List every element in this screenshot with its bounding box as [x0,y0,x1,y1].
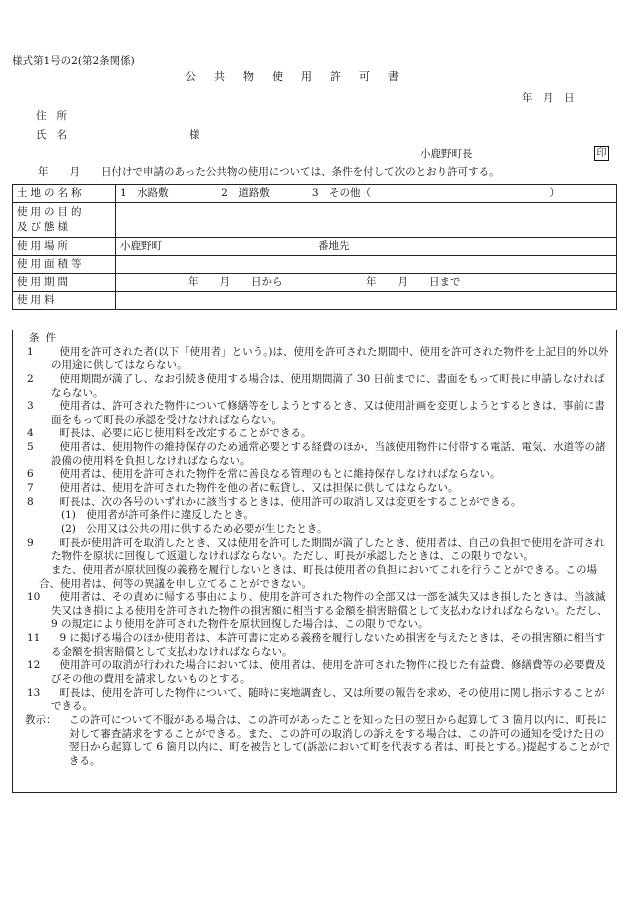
purpose-label [13,203,116,238]
appeal-notice [17,714,612,769]
period-label: 使用期間 [13,274,116,292]
address-label: 住所 [36,110,77,122]
place-banchi: 番地先 [318,239,350,252]
row-area [13,256,617,274]
land-name-label: 土地の名称 [13,185,116,203]
period-from: 年 月 日から [188,275,283,288]
appeal-notice-label: 教示： [25,713,57,726]
land-name-value: 1 水路敷 2 道路敷 3 その他（ ） [116,185,617,203]
condition-item: 4 町長は、必要に応じ使用料を改定することができる。 [27,427,312,440]
place-label: 使用場所 [13,238,116,256]
period-to: 年 月 日まで [366,275,461,288]
area-label: 使用面積等 [13,256,116,274]
row-fee [13,292,617,310]
honorific-sama: 様 [189,129,200,141]
place-town: 小鹿野町 [120,239,162,252]
fee-label: 使用料 [13,292,116,310]
permit-table [12,184,617,310]
row-land-name [13,185,617,203]
fee-value [116,292,617,310]
seal-mark: 印 [594,146,609,161]
appeal-notice-text: この許可について不服がある場合は、この許可があったことを知った日の翌日から起算して 3 箇月以内に、町長に対して審査請求をすることができる。また、この許可の取消しの訴えをする場合は、この許可の通知を受けた日の翌日から起算して 6 箇月以内に、町を被告として(訴訟において町を代表する者は、町長とする。)提起することができる。 [69,713,611,767]
condition-item-continuation: また、使用者が原状回復の義務を履行しないときは、町長は使用者の負担においてこれを行うことができる。この場合、使用者は、何等の異議を申し立てることができない。 [39,563,597,590]
row-period [13,274,617,292]
conditions-section [12,330,617,793]
issue-date: 年 月 日 [522,92,575,104]
place-value [116,238,617,256]
purpose-value [116,203,617,238]
condition-item: 9 町長が使用許可を取消したとき、又は使用を許可した期間が満了したとき、使用者は、自己の負担で使用を許可された物件を原状に回復して返還しなければならない。ただし、町長が承認したときは、この限りでない。 [27,536,605,563]
conditions-heading: 条件 [29,332,62,344]
area-value [116,256,617,274]
name-label: 氏名 [36,129,77,141]
condition-item: 3 使用者は、許可された物件について修繕等をしようとするとき、又は使用計画を変更しようとするときは、事前に書面をもって町長の承認を受けなければならない。 [27,400,605,426]
purpose-label-line2: 及び態様 [17,221,71,233]
row-place [13,238,617,256]
condition-item: 1 使用を許可された者(以下「使用者」という。)は、使用を許可された期間中、使用を許可された物件を上記目的外以外の用途に供してはならない。 [27,345,609,372]
form-number: 様式第1号の2(第2条関係) [12,55,135,67]
condition-item: 2 使用期間が満了し、なお引続き使用する場合は、使用期間満了 30 日前までに、書面をもって町長に申請しなければならない。 [27,372,605,399]
period-value [116,274,617,292]
row-purpose [13,203,617,238]
issuer-mayor: 小鹿野町長 [420,148,473,160]
condition-subitem: (2) 公用又は公共の用に供するため必要が生じたとき。 [61,522,328,535]
condition-subitem: (1) 使用者が許可条件に違反したとき。 [61,509,254,522]
condition-item: 7 使用者は、使用を許可された物件を他の者に転貸し、又は担保に供してはならない。 [27,482,459,495]
condition-item: 8 町長は、次の各号のいずれかに該当するときは、使用許可の取消し又は変更をすることができる。 [27,495,522,508]
condition-item: 6 使用者は、使用を許可された物件を常に善良なる管理のもとに維持保存しなければならない。 [27,468,501,481]
document-title: 公共物使用許可書 [185,70,417,83]
condition-item: 12 使用許可の取消が行われた場合においては、使用者は、使用を許可された物件に投じた有益費、修繕費等の必要費及びその他の費用を請求しないものとする。 [27,659,606,686]
intro-text: 年 月 日付けで申請のあった公共物の使用については、条件を付して次のとおり許可する。 [38,166,500,178]
purpose-label-line1: 使用の目的 [17,206,85,219]
condition-item: 11 9 に掲げる場合のほか使用者は、本許可書に定める義務を履行しないため損害を与えたときは、その損害額に相当する金額を損害賠償として支払わなければならない。 [27,632,606,658]
condition-item: 13 町長は、使用を許可した物件について、随時に実地調査し、又は所要の報告を求め、その使用に関し指示することができる。 [27,686,605,713]
condition-item: 10 使用者は、その責めに帰する事由により、使用を許可された物件の全部又は一部を滅失又はき損したときは、当該滅失又はき損による使用を許可された物件の損害額に相当する金額を損害賠償として支払わなければならない。ただし、9 の規定により使用を許可された物件を原状回復した場合は、この限りでない。 [27,591,608,631]
condition-item: 5 使用者は、使用物件の維持保存のため通常必要とする経費のほか、当該使用物件に付帯する電話、電気、水道等の諸設備の使用料を負担しなければならない。 [27,441,606,467]
